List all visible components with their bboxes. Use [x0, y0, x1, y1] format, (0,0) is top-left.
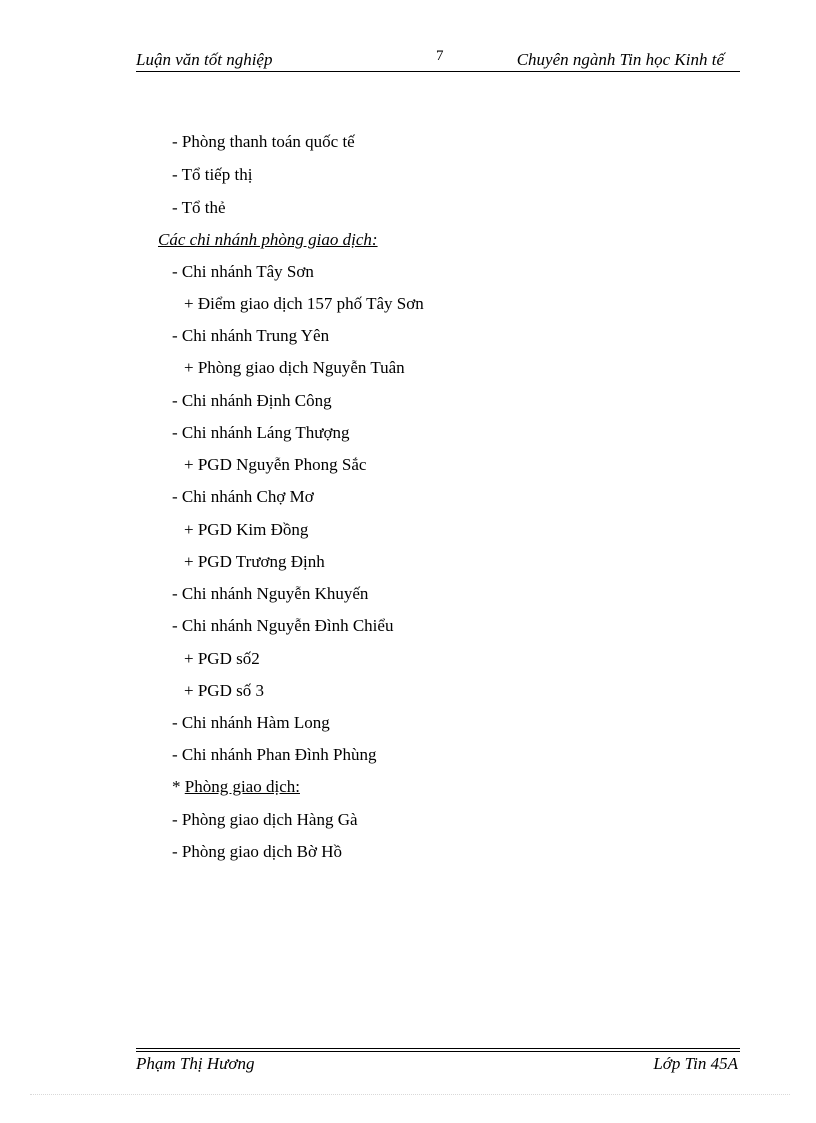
- list-item: - Phòng giao dịch Hàng Gà: [172, 810, 358, 829]
- sub-list-item: + Phòng giao dịch Nguyễn Tuân: [184, 358, 405, 377]
- footer-class: Lớp Tin 45A: [653, 1054, 738, 1073]
- section-heading-transaction-offices: [172, 775, 300, 799]
- section-bullet: *: [172, 777, 185, 796]
- header-divider: [136, 71, 740, 72]
- list-item: - Tổ thẻ: [172, 198, 226, 217]
- header-thesis-label: Luận văn tốt nghiệp: [136, 50, 273, 69]
- header-major-label: Chuyên ngành Tin học Kinh tế: [516, 50, 724, 69]
- page-footer: [136, 1054, 740, 1078]
- page-number: 7: [436, 48, 444, 64]
- list-item: - Chi nhánh Nguyễn Khuyến: [172, 584, 369, 603]
- list-item: - Chi nhánh Tây Sơn: [172, 262, 314, 281]
- page-header: [136, 48, 740, 72]
- footer-divider: [136, 1048, 740, 1049]
- sub-list-item: + PGD số 3: [184, 681, 264, 700]
- list-item: - Phòng thanh toán quốc tế: [172, 132, 355, 151]
- list-item: - Chi nhánh Phan Đình Phùng: [172, 745, 377, 764]
- list-item: - Phòng giao dịch Bờ Hồ: [172, 842, 343, 861]
- page-edge-divider: [30, 1094, 790, 1095]
- list-item: - Chi nhánh Nguyễn Đình Chiểu: [172, 616, 394, 635]
- list-item: - Chi nhánh Trung Yên: [172, 326, 330, 345]
- list-item: - Tổ tiếp thị: [172, 165, 253, 184]
- section-heading-branches: Các chi nhánh phòng giao dịch:: [158, 230, 378, 249]
- sub-list-item: + PGD Nguyễn Phong Sắc: [184, 455, 367, 474]
- footer-divider: [136, 1051, 740, 1052]
- list-item: - Chi nhánh Láng Thượng: [172, 423, 350, 442]
- list-item: - Chi nhánh Hàm Long: [172, 713, 330, 732]
- footer-author: Phạm Thị Hương: [136, 1054, 255, 1073]
- list-item: - Chi nhánh Chợ Mơ: [172, 487, 314, 506]
- sub-list-item: + PGD số2: [184, 649, 260, 668]
- sub-list-item: + PGD Trương Định: [184, 552, 325, 571]
- sub-list-item: + PGD Kim Đồng: [184, 520, 309, 539]
- section-heading-text: Phòng giao dịch:: [184, 777, 300, 796]
- sub-list-item: + Điểm giao dịch 157 phố Tây Sơn: [184, 294, 424, 313]
- list-item: - Chi nhánh Định Công: [172, 391, 332, 410]
